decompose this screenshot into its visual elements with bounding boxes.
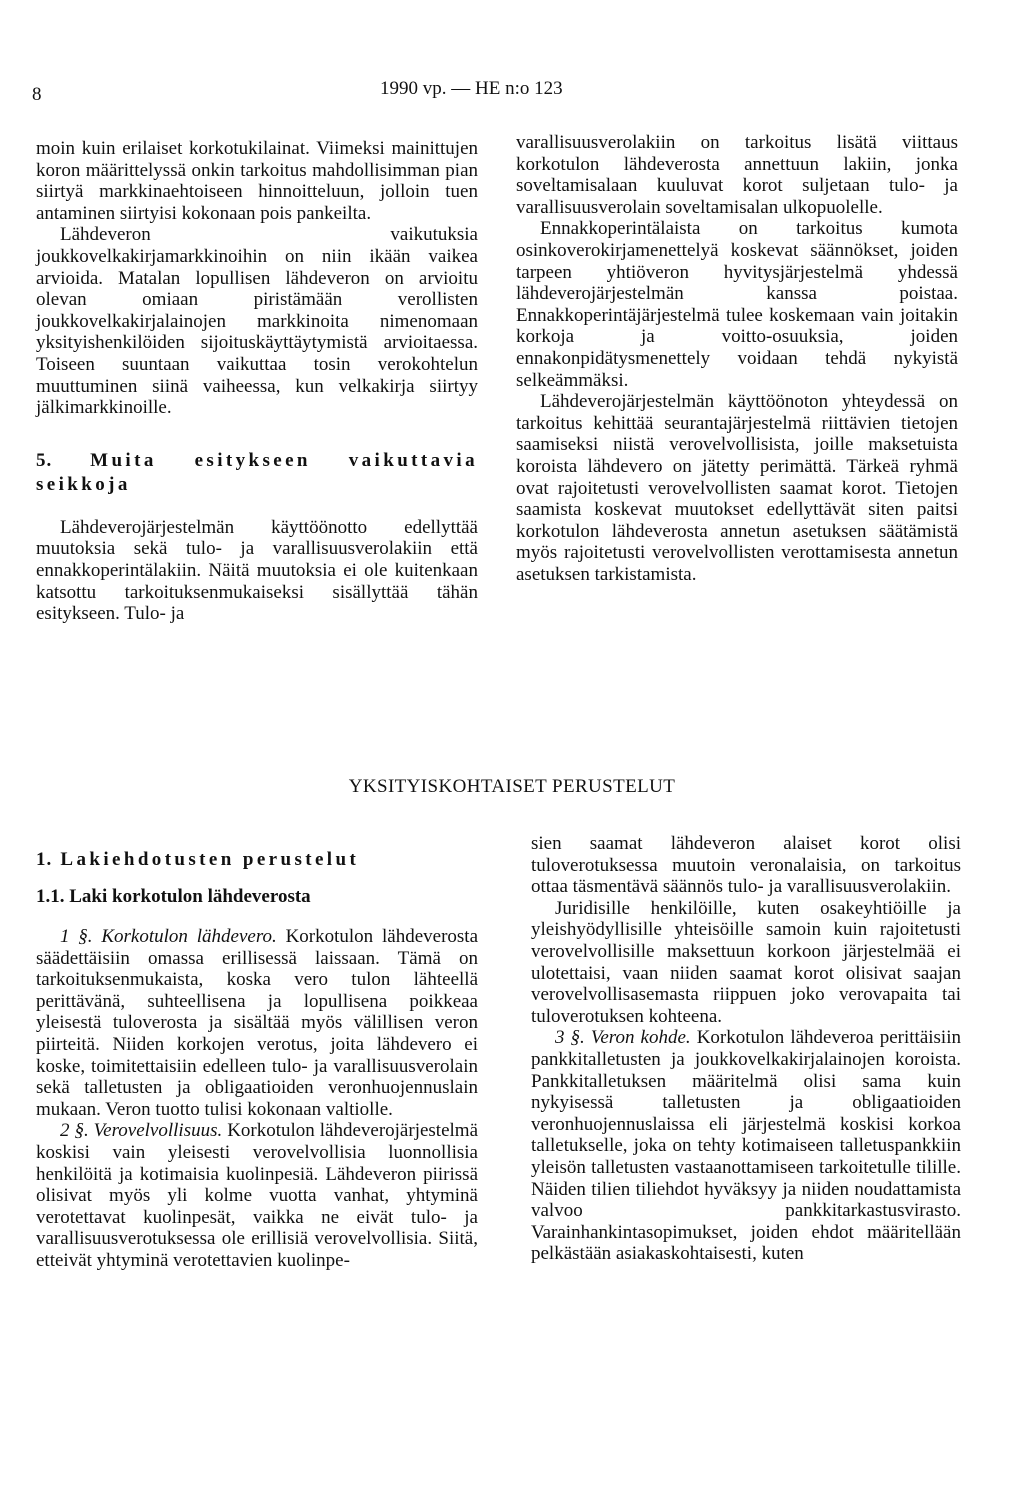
- right-column-bottom: [531, 833, 961, 1265]
- main-heading: YKSITYISKOHTAISET PERUSTELUT: [348, 776, 676, 797]
- paragraph: varallisuusverolakiin on tarkoitus lisätä viittaus korkotulon lähdeverosta annettuun lakiin, jonka soveltamisalaan kuuluvat korot suljetaan tulo- ja varallisuusverolain soveltamisalan ulkopuolelle.: [516, 132, 958, 218]
- paragraph: Juridisille henkilöille, kuten osakeyhtiöille ja yleishyödyllisille yhteisöille samoin kuin rajoitetusti verovelvollisille maksettuun korkoon järjestelmää ei ulotettaisi, vaan niiden saamat korot olisivat saajan verovelvollisasemasta riippuen joko verovapaita tai tuloverotuksen kohteena.: [531, 897, 961, 1027]
- section-number: 1.: [36, 849, 53, 870]
- paragraph-label: 1 §. Korkotulon lähdevero.: [60, 926, 277, 947]
- left-column-top: [36, 138, 478, 625]
- left-column-bottom: [36, 848, 478, 1272]
- paragraph: [36, 926, 478, 1120]
- section-title: Muita esitykseen vaikuttavia seikkoja: [36, 449, 478, 495]
- paragraph: moin kuin erilaiset korkotukilainat. Viimeksi mainittujen koron määrittelyssä onkin tarkoitus mahdollisimman pian siirtyä markkinaehtoiseen hinnoitteluun, jolloin tuen antaminen siirtyisi kokonaan pois pankeilta.: [36, 138, 478, 224]
- section-number: 5.: [36, 449, 53, 471]
- subsection-heading: 1.1. Laki korkotulon lähdeverosta: [36, 886, 311, 907]
- paragraph-label: 3 §. Veron kohde.: [555, 1027, 691, 1049]
- paragraph-text: Korkotulon lähdeverosta säädettäisiin omassa erillisessä laissaan. Tämä on tarkoituksenmukaista, koska vero tulon lähteellä perittävänä, suhteellisena ja lopullisena poikkeaa yleisestä tuloverosta ja sisältää myös välillisen veron piirteitä. Niiden korkojen verotus, joita lähdevero ei koske, toimitettaisiin edelleen tulo- ja varallisuusverolain sekä talletusten ja obligaatioiden veronhuojennuslain mukaan. Veron tuotto tulisi kokonaan valtiolle.: [36, 926, 479, 1120]
- section-heading: [36, 449, 478, 497]
- section-title: Lakiehdotusten perustelut: [60, 849, 360, 870]
- running-header: 1990 vp. — HE n:o 123: [380, 78, 563, 99]
- paragraph-label: 2 §. Verovelvollisuus.: [60, 1120, 223, 1142]
- paragraph: sien saamat lähdeveron alaiset korot olisi tuloverotuksessa muutoin veronalaisia, on tarkoitus ottaa täsmentävä säännös tulo- ja varallisuusverolakiin.: [531, 833, 961, 898]
- paragraph: Lähdeveron vaikutuksia joukkovelkakirjamarkkinoihin on niin ikään vaikea arvioida. Matalan lopullisen lähdeveron on arvioitu olevan omiaan piristämään verollisten joukkovelkakirjalainojen markkinoita nimenomaan yksityishenkilöiden sijoituskäyttäytymistä arvioitaessa. Toiseen suuntaan vaikuttaa tosin verokohtelun muuttuminen siinä vaiheessa, kun velkakirja siirtyy jälkimarkkinoille.: [36, 224, 478, 419]
- paragraph: Ennakkoperintälaista on tarkoitus kumota osinkoverokirjamenettelyä koskevat säännökset, joiden tarpeen yhtiöveron hyvitysjärjestelmä yhdessä lähdeverojärjestelmän kanssa poistaa. Ennakkoperintäjärjestelmä tulee koskemaan vain joitakin korkoja ja voitto-osuuksia, joiden ennakonpidätysmenettely voidaan tehdä nykyistä selkeämmäksi.: [516, 218, 958, 391]
- paragraph: [36, 1120, 478, 1271]
- paragraph: Lähdeverojärjestelmän käyttöönoton yhteydessä on tarkoitus kehittää seurantajärjestelmä riittävien tietojen saamiseksi niistä verovelvollisista, joille maksetuista koroista lähdevero on jätetty perimättä. Tärkeä ryhmä ovat rajoitetusti verovelvollisten saamat korot. Tietojen saamista koskevat muutokset edellyttävät siten paitsi korkotulon lähdeverosta annetun asetuksen säätämistä myös rajoitetusti verovelvollisten verottamisesta annetun asetuksen tarkistamista.: [516, 391, 958, 585]
- paragraph: Lähdeverojärjestelmän käyttöönotto edellyttää muutoksia sekä tulo- ja varallisuusverolakiin että ennakkoperintälakiin. Näitä muutoksia ei ole kuitenkaan katsottu tarkoituksenmukaiseksi sisällyttää tähän esitykseen. Tulo- ja: [36, 516, 478, 625]
- right-column-top: [516, 132, 958, 585]
- section-heading: [36, 848, 478, 872]
- paragraph: [531, 1027, 961, 1265]
- page-number: 8: [32, 84, 42, 105]
- paragraph-text: Korkotulon lähdeverojärjestelmä koskisi vain yleisesti verovelvollisia luonnollisia henkilöitä ja kotimaisia kuolinpesiä. Lähdeveron piirissä olisivat myös yli kolme vuotta vanhat, yhtyminä verotettavat kuolinpesät, vaikka ne eivät tulo- ja varallisuusverotuksessa ole erillisiä verovelvollisia. Siitä, etteivät yhtyminä verotettavien kuolinpe-: [36, 1120, 478, 1271]
- paragraph-text: Korkotulon lähdeveroa perittäisiin pankkitalletusten ja joukkovelkakirjalainojen koroista. Pankkitalletuksen määritelmä olisi sama kuin nykyisessä talletusten ja obligaatioiden veronhuojennuslaissa eli järjestelmä koskisi korkoa talletukselle, joka on tehty kotimaiseen talletuspankkiin yleisön talletusten vastaanottamiseen tarkoitetulle tilille. Näiden tilien tiliehdot hyväksyy ja niiden noudattamista valvoo pankkitarkastusvirasto. Varainhankintasopimukset, joiden ehdot määritellään pelkästään asiakaskohtaisesti, kuten: [531, 1027, 961, 1265]
